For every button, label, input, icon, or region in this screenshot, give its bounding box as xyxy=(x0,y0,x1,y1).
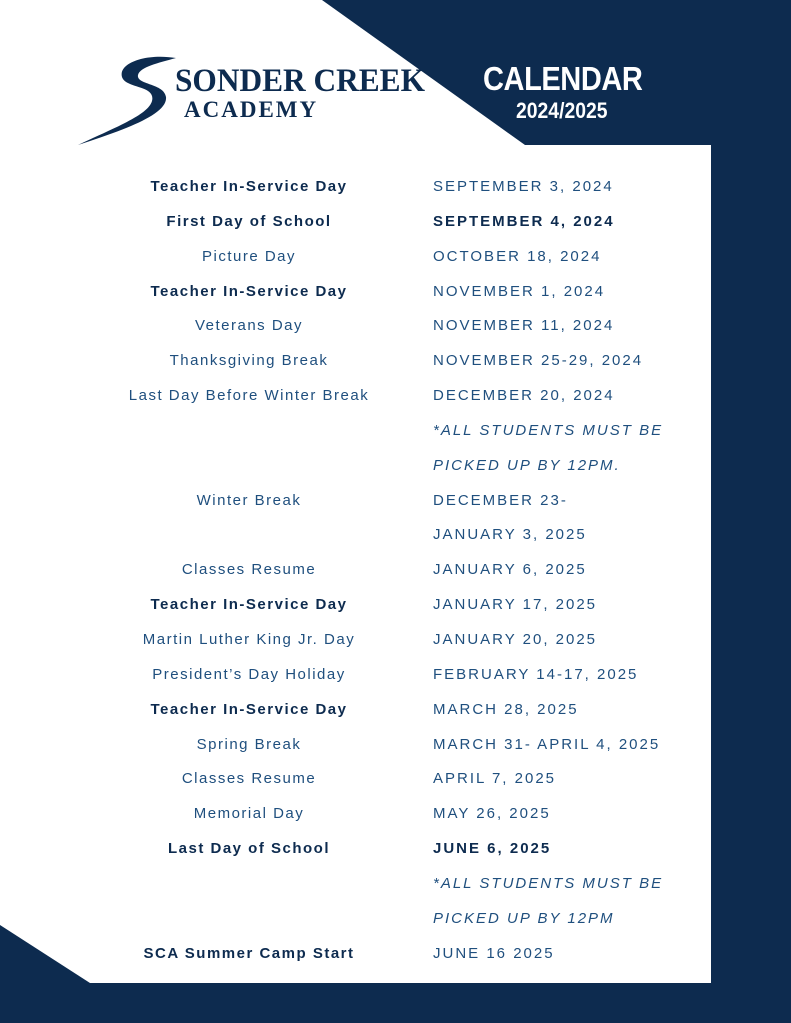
navy-bottom-band xyxy=(0,983,791,1023)
event-name: Last Day of School xyxy=(167,840,331,858)
event-date: SEPTEMBER 4, 2024 xyxy=(433,212,615,230)
event-row xyxy=(0,901,791,936)
event-name: President’s Day Holiday xyxy=(152,665,346,683)
event-row xyxy=(0,761,791,796)
event-date: *ALL STUDENTS MUST BE xyxy=(433,421,664,439)
event-row xyxy=(0,831,791,866)
event-date: JANUARY 3, 2025 xyxy=(433,526,587,544)
event-date: NOVEMBER 25-29, 2024 xyxy=(433,352,644,370)
event-date: PICKED UP BY 12PM. xyxy=(433,456,621,474)
event-name: Veterans Day xyxy=(194,317,304,335)
event-date: *ALL STUDENTS MUST BE xyxy=(433,874,664,892)
school-name-line2: ACADEMY xyxy=(184,97,319,122)
event-row xyxy=(0,204,791,239)
event-row xyxy=(0,552,791,587)
event-date: SEPTEMBER 3, 2024 xyxy=(433,178,614,195)
event-row xyxy=(0,727,791,762)
event-name: Spring Break xyxy=(196,735,302,753)
event-name: Classes Resume xyxy=(181,770,317,788)
event-name: Thanksgiving Break xyxy=(169,352,329,370)
event-date: DECEMBER 20, 2024 xyxy=(433,387,615,405)
event-row xyxy=(0,587,791,622)
event-date: JANUARY 6, 2025 xyxy=(433,561,587,579)
calendar-year: 2024/2025 xyxy=(516,98,608,123)
event-date: OCTOBER 18, 2024 xyxy=(433,247,602,265)
event-row xyxy=(0,622,791,657)
calendar-title: CALENDAR xyxy=(483,60,643,97)
event-row xyxy=(0,239,791,274)
event-name: Last Day Before Winter Break xyxy=(128,387,370,405)
events-list xyxy=(0,169,791,970)
event-name: Winter Break xyxy=(196,491,302,509)
swoosh-s-mark-icon xyxy=(76,55,186,150)
school-name-line1: SONDER CREEK xyxy=(175,63,425,99)
event-row xyxy=(0,796,791,831)
event-row xyxy=(0,448,791,483)
event-date: DECEMBER 23- xyxy=(433,491,568,509)
event-row xyxy=(0,692,791,727)
school-logo xyxy=(76,55,426,150)
event-row xyxy=(0,483,791,518)
event-date: NOVEMBER 11, 2024 xyxy=(433,317,615,335)
event-row xyxy=(0,936,791,971)
event-row xyxy=(0,274,791,309)
event-name: Teacher In-Service Day xyxy=(150,178,348,195)
event-name: Picture Day xyxy=(201,247,297,265)
event-date: FEBRUARY 14-17, 2025 xyxy=(433,665,639,683)
event-name: First Day of School xyxy=(166,212,332,230)
event-date: NOVEMBER 1, 2024 xyxy=(433,282,606,300)
event-name: Martin Luther King Jr. Day xyxy=(142,630,356,648)
event-name: Teacher In-Service Day xyxy=(150,596,348,614)
event-date: JUNE 6, 2025 xyxy=(433,840,552,858)
event-row xyxy=(0,413,791,448)
event-date: APRIL 7, 2025 xyxy=(433,770,557,788)
event-row xyxy=(0,866,791,901)
event-name: SCA Summer Camp Start xyxy=(143,944,355,962)
event-row xyxy=(0,657,791,692)
event-row xyxy=(0,308,791,343)
event-row xyxy=(0,343,791,378)
event-row xyxy=(0,517,791,552)
event-date: PICKED UP BY 12PM xyxy=(433,909,615,927)
event-name: Teacher In-Service Day xyxy=(150,282,348,300)
event-date: JANUARY 20, 2025 xyxy=(433,630,598,648)
event-date: MAY 26, 2025 xyxy=(433,805,551,823)
event-date: JANUARY 17, 2025 xyxy=(433,596,598,614)
event-row xyxy=(0,169,791,204)
event-date: JUNE 16 2025 xyxy=(433,944,555,962)
event-date: MARCH 31- APRIL 4, 2025 xyxy=(433,735,661,753)
event-row xyxy=(0,378,791,413)
event-name: Classes Resume xyxy=(181,561,317,579)
event-name: Memorial Day xyxy=(193,805,305,823)
event-date: MARCH 28, 2025 xyxy=(433,700,579,718)
event-name: Teacher In-Service Day xyxy=(150,700,348,718)
